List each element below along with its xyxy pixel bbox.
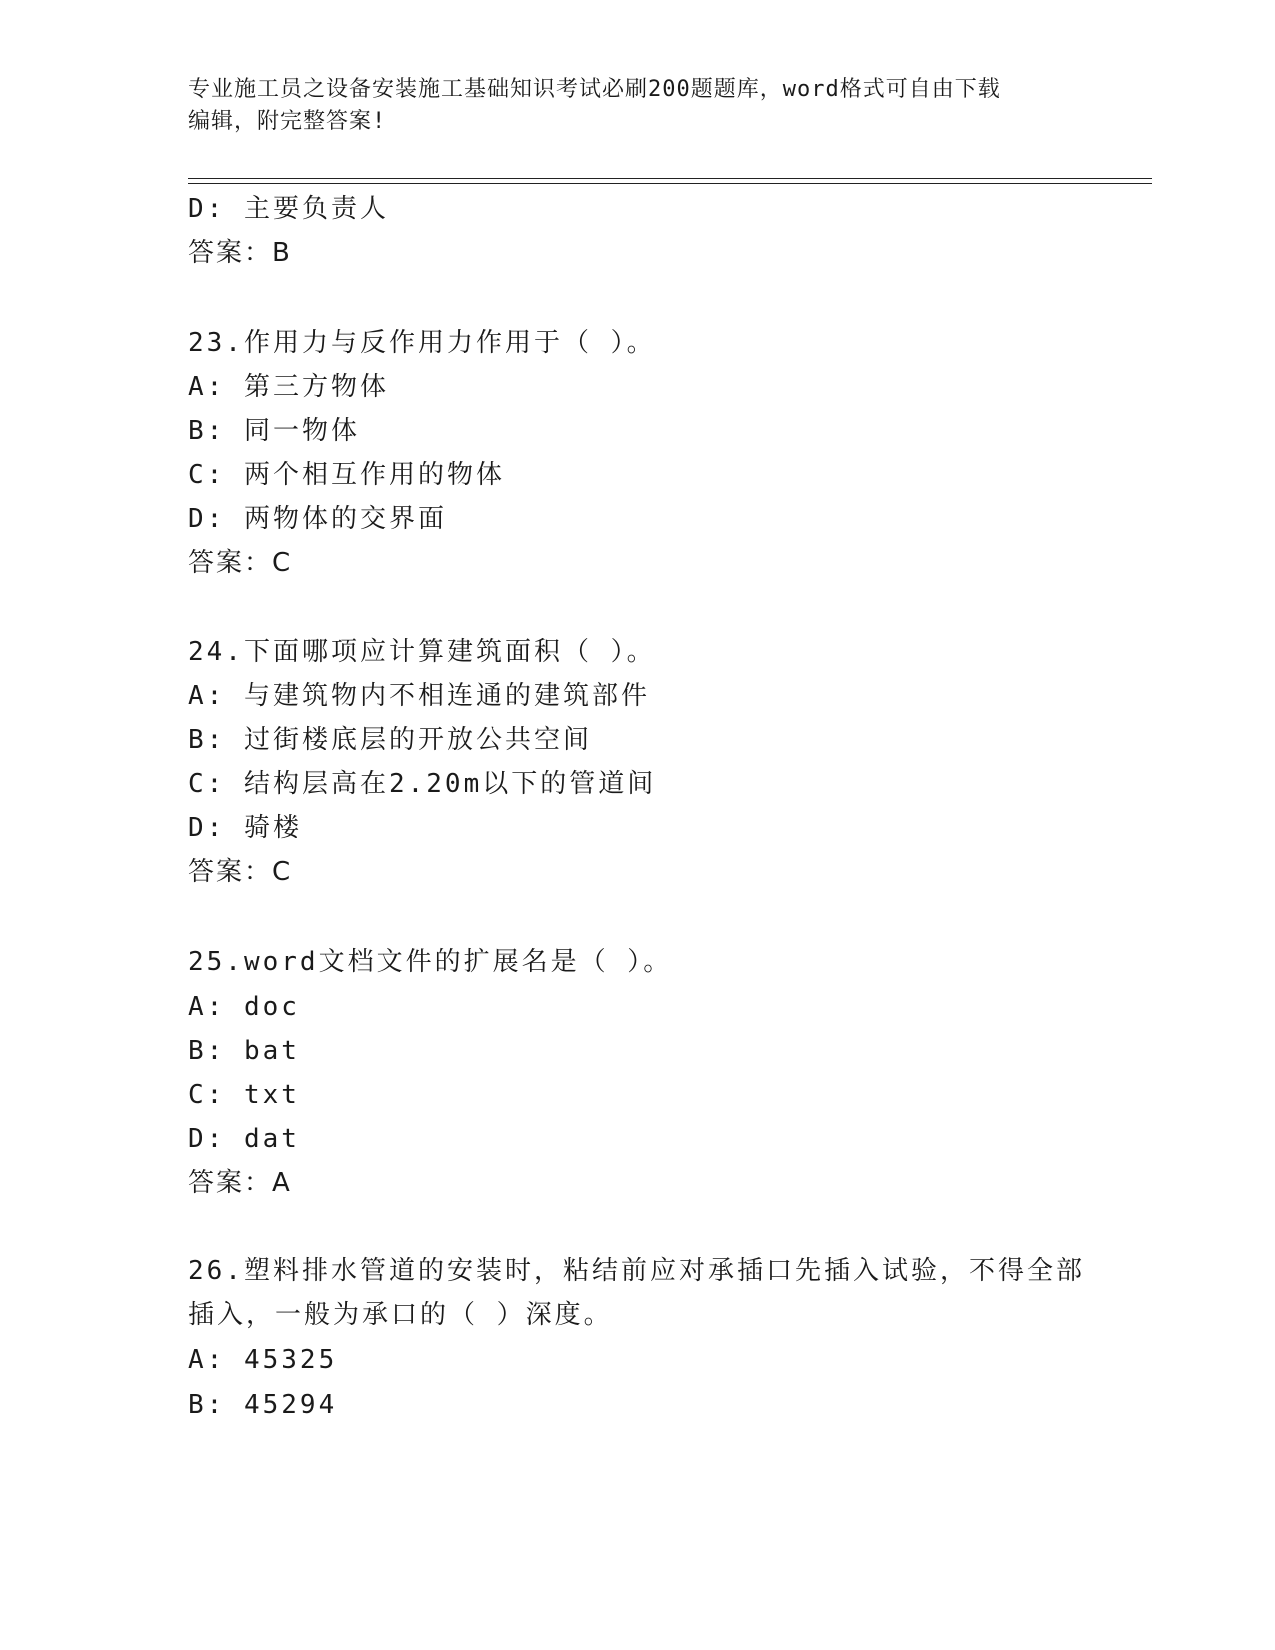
option-a-q24: A: 与建筑物内不相连通的建筑部件: [188, 681, 650, 711]
option-d-q24: D: 骑楼: [188, 813, 302, 843]
answer-q23: 答案：C: [188, 548, 293, 578]
option-a-q23: A: 第三方物体: [188, 372, 389, 402]
option-c-q23: C: 两个相互作用的物体: [188, 460, 505, 490]
option-b-q25: B: bat: [188, 1036, 300, 1066]
document-header: [188, 74, 1088, 138]
option-c-q25: C: txt: [188, 1080, 300, 1110]
answer-q22: 答案：B: [188, 238, 292, 268]
option-d-q22: D: 主要负责人: [188, 194, 389, 224]
option-b-q26: B: 45294: [188, 1390, 338, 1420]
option-a-q26: A: 45325: [188, 1345, 338, 1375]
option-b-q23: B: 同一物体: [188, 416, 360, 446]
header-divider-top: [188, 178, 1152, 179]
option-c-q24: C: 结构层高在2.20m以下的管道间: [188, 769, 657, 799]
question-26-line-1: 26.塑料排水管道的安装时，粘结前应对承插口先插入试验，不得全部: [188, 1256, 1085, 1286]
option-d-q25: D: dat: [188, 1124, 300, 1154]
answer-q24: 答案：C: [188, 857, 293, 887]
option-a-q25: A: doc: [188, 992, 300, 1022]
header-line-1: 专业施工员之设备安装施工基础知识考试必刷200题题库，word格式可自由下载: [188, 77, 1001, 102]
option-d-q23: D: 两物体的交界面: [188, 504, 447, 534]
question-26-line-2: 插入，一般为承口的（ ）深度。: [188, 1300, 613, 1330]
question-25: 25.word文档文件的扩展名是（ ）。: [188, 947, 673, 977]
header-line-2: 编辑，附完整答案!: [188, 109, 387, 134]
question-23: 23.作用力与反作用力作用于（ ）。: [188, 328, 656, 358]
option-b-q24: B: 过街楼底层的开放公共空间: [188, 725, 592, 755]
answer-q25: 答案：A: [188, 1168, 292, 1198]
question-24: 24.下面哪项应计算建筑面积（ ）。: [188, 637, 656, 667]
header-divider-bottom: [188, 183, 1152, 184]
